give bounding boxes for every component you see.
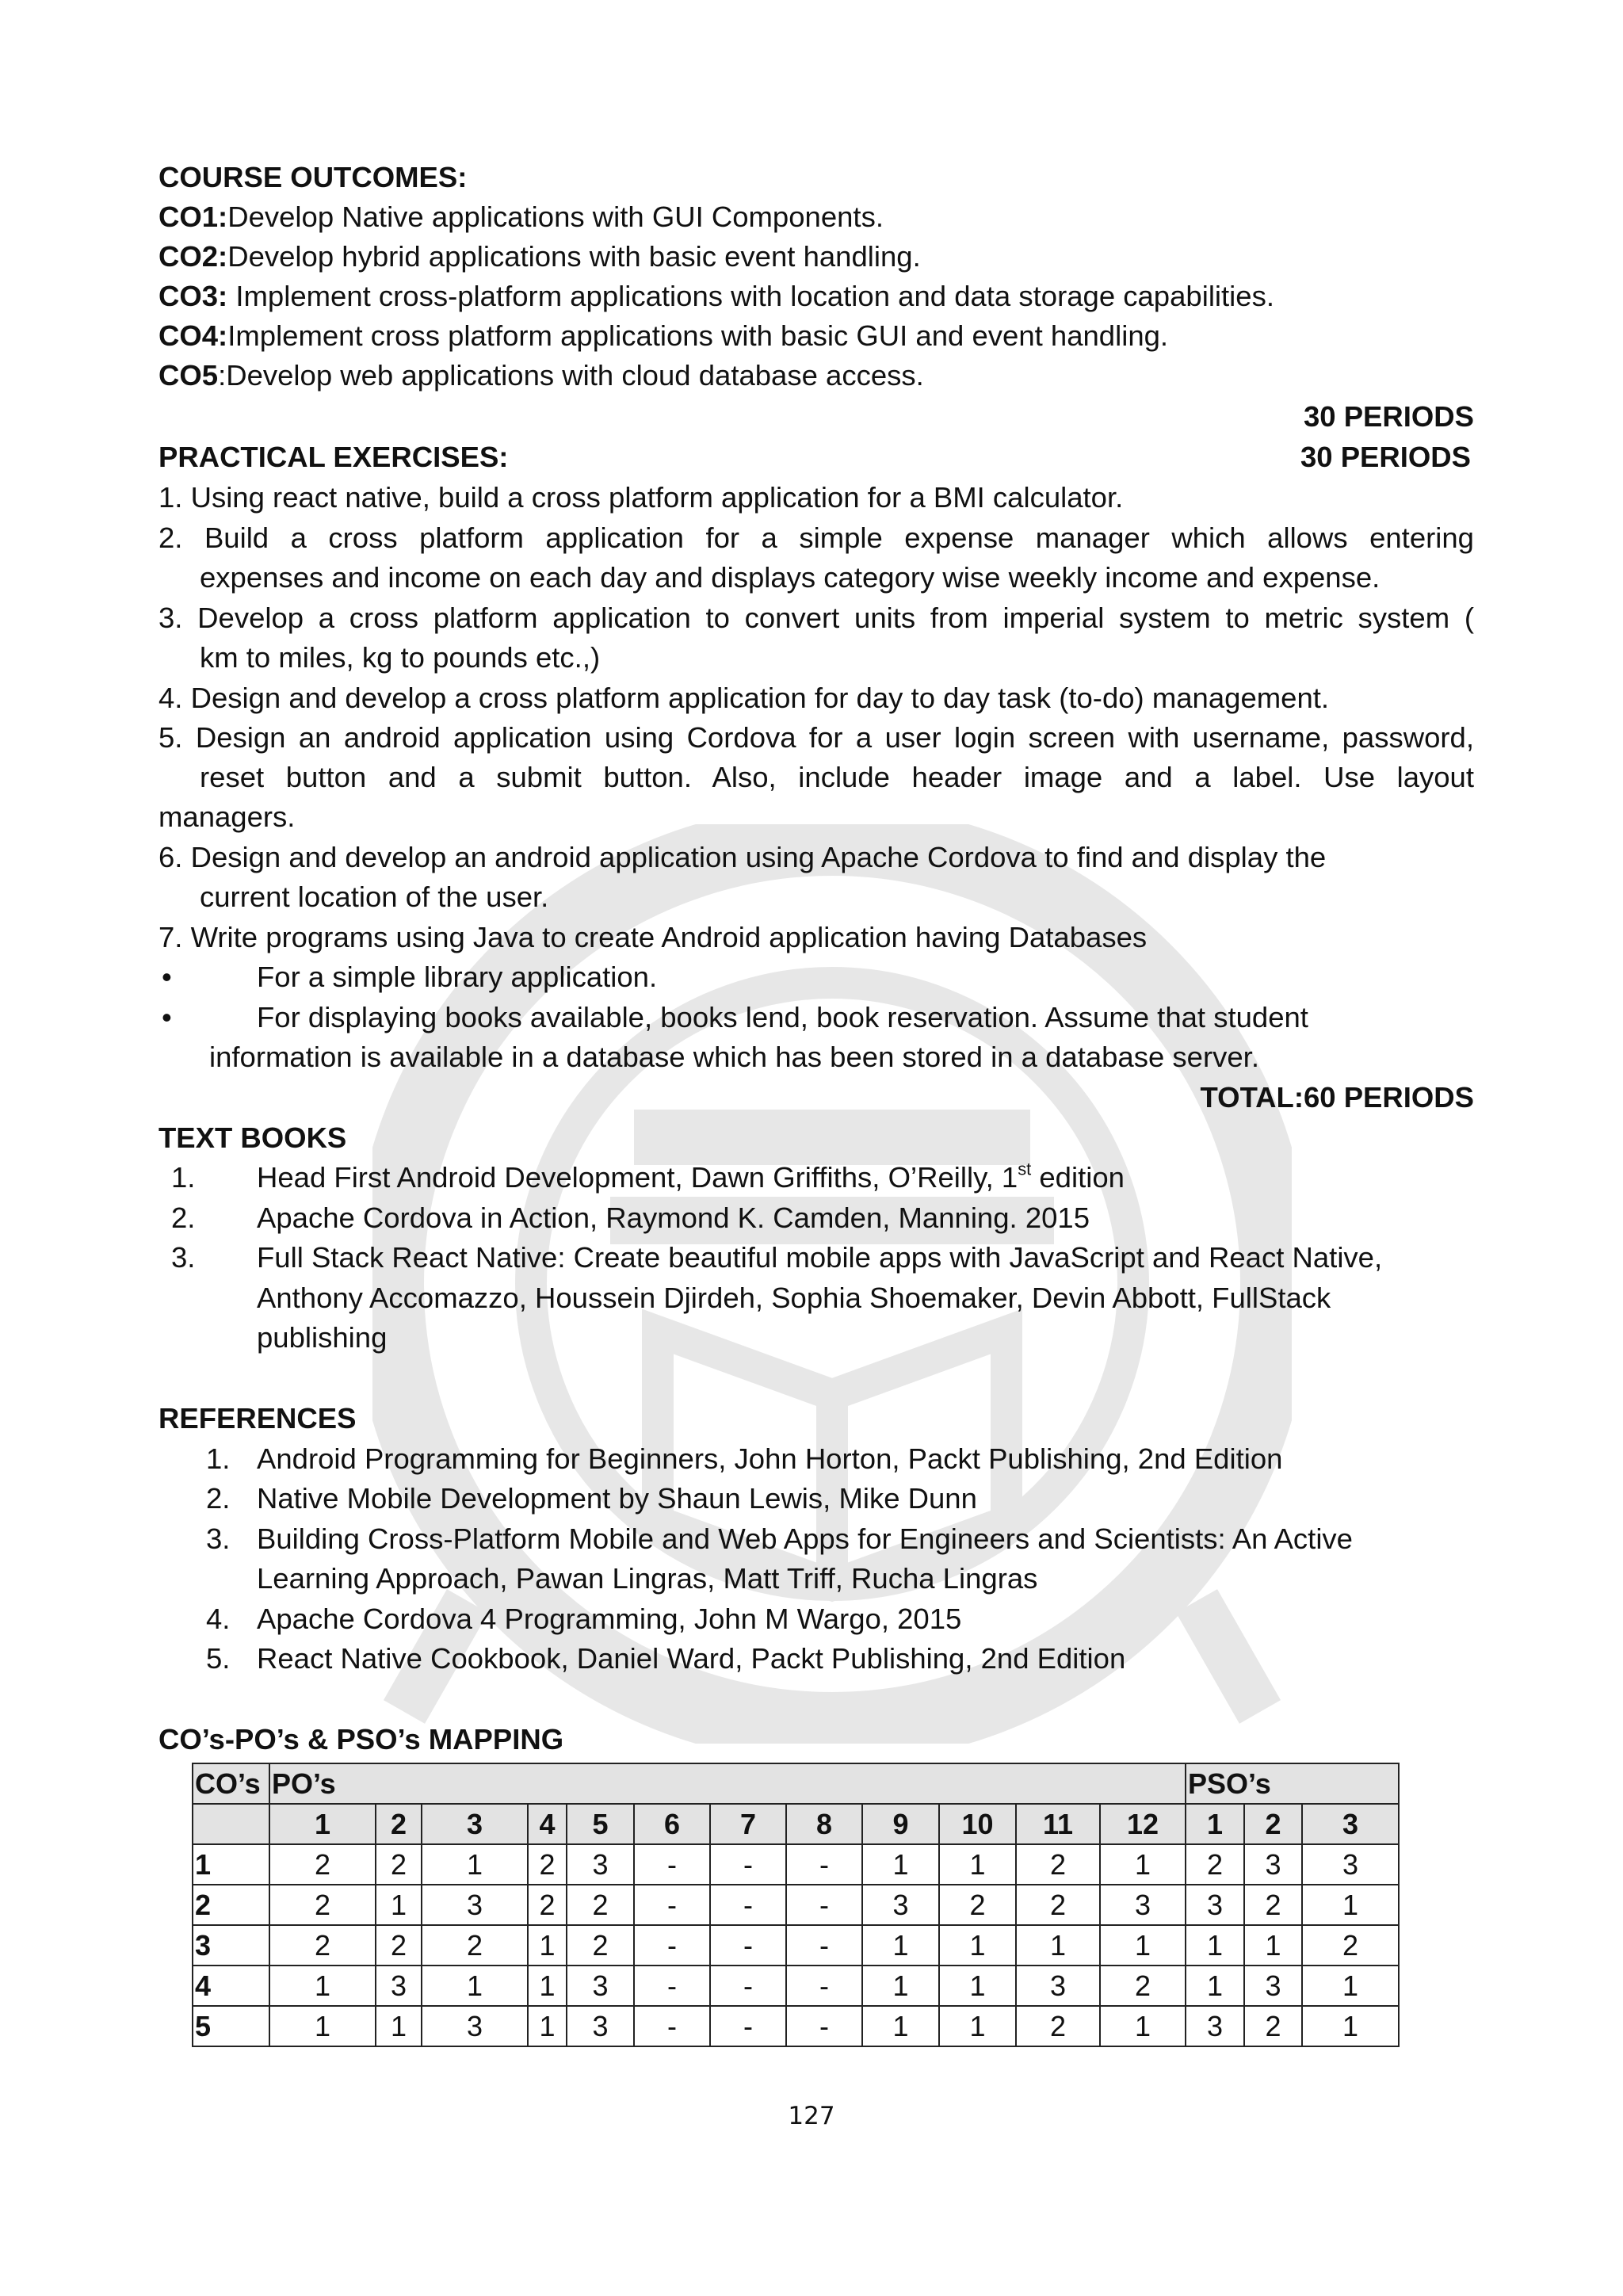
- mapping-value-cell: 1: [939, 1844, 1016, 1885]
- table-row: [193, 1925, 1399, 1966]
- co-label-cell: 1: [193, 1844, 269, 1885]
- practical-periods: 30 PERIODS: [1300, 441, 1471, 473]
- mapping-value-cell: -: [786, 1885, 862, 1925]
- mapping-value-cell: 1: [939, 1925, 1016, 1966]
- mapping-value-cell: 1: [269, 2006, 376, 2046]
- pso-number-header: 1: [1186, 1804, 1244, 1844]
- mapping-value-cell: 3: [422, 2006, 528, 2046]
- mapping-value-cell: 3: [1244, 1844, 1302, 1885]
- course-outcome-2: CO2:Develop hybrid applications with basic event handling.: [158, 240, 921, 273]
- mapping-value-cell: -: [634, 1966, 710, 2006]
- pso-number-header: 3: [1302, 1804, 1399, 1844]
- table-header-row: [193, 1763, 1399, 1804]
- bullet-icon: •: [162, 1001, 172, 1033]
- po-number-header: 4: [528, 1804, 567, 1844]
- mapping-value-cell: 1: [528, 1966, 567, 2006]
- mapping-value-cell: 1: [862, 1844, 939, 1885]
- mapping-value-cell: 2: [528, 1844, 567, 1885]
- exercise-2: 2. Build a cross platform application for a simple expense manager which allows entering: [158, 521, 1474, 554]
- mapping-value-cell: -: [710, 1925, 786, 1966]
- po-number-header: 12: [1100, 1804, 1186, 1844]
- mapping-value-cell: 3: [567, 1844, 634, 1885]
- mapping-value-cell: 2: [1016, 2006, 1100, 2046]
- mapping-value-cell: 1: [1016, 1925, 1100, 1966]
- mapping-value-cell: 1: [1302, 2006, 1399, 2046]
- mapping-value-cell: 1: [376, 2006, 422, 2046]
- table-subheader-row: [193, 1804, 1399, 1844]
- mapping-value-cell: -: [710, 2006, 786, 2046]
- mapping-value-cell: 1: [862, 1966, 939, 2006]
- course-outcome-4: CO4:Implement cross platform applications with basic GUI and event handling.: [158, 319, 1169, 352]
- mapping-value-cell: 1: [269, 1966, 376, 2006]
- mapping-value-cell: -: [634, 1885, 710, 1925]
- po-number-header: 11: [1016, 1804, 1100, 1844]
- course-outcomes-heading: COURSE OUTCOMES:: [158, 161, 468, 193]
- mapping-value-cell: 1: [1302, 1885, 1399, 1925]
- co-po-pso-mapping-table: [192, 1763, 1400, 2047]
- mapping-value-cell: 2: [939, 1885, 1016, 1925]
- theory-periods: 30 PERIODS: [1303, 400, 1474, 433]
- mapping-value-cell: 3: [1100, 1885, 1186, 1925]
- mapping-value-cell: 3: [567, 2006, 634, 2046]
- mapping-value-cell: 1: [528, 1925, 567, 1966]
- mapping-value-cell: 1: [1186, 1966, 1244, 2006]
- co-label-cell: 4: [193, 1966, 269, 2006]
- exercise-1: 1. Using react native, build a cross platform application for a BMI calculator.: [158, 481, 1124, 514]
- mapping-value-cell: 2: [1244, 2006, 1302, 2046]
- po-number-header: 3: [422, 1804, 528, 1844]
- mapping-value-cell: -: [634, 2006, 710, 2046]
- header-cos: CO’s: [193, 1763, 269, 1804]
- mapping-value-cell: 1: [1100, 1844, 1186, 1885]
- exercise-7-bullet-2-cont: information is available in a database which has been stored in a database server.: [209, 1041, 1259, 1073]
- po-number-header: 7: [710, 1804, 786, 1844]
- co-label-cell: 2: [193, 1885, 269, 1925]
- pso-number-header: 2: [1244, 1804, 1302, 1844]
- mapping-value-cell: 1: [1186, 1925, 1244, 1966]
- mapping-value-cell: -: [786, 1966, 862, 2006]
- mapping-value-cell: 1: [422, 1966, 528, 2006]
- mapping-value-cell: 2: [1016, 1885, 1100, 1925]
- mapping-value-cell: 2: [528, 1885, 567, 1925]
- mapping-value-cell: 2: [1244, 1885, 1302, 1925]
- po-number-header: 9: [862, 1804, 939, 1844]
- table-row: [193, 1844, 1399, 1885]
- exercise-5-cont2: managers.: [158, 800, 296, 833]
- page-number: 127: [788, 2102, 835, 2130]
- mapping-value-cell: -: [786, 2006, 862, 2046]
- mapping-value-cell: 2: [567, 1925, 634, 1966]
- mapping-value-cell: -: [634, 1925, 710, 1966]
- mapping-value-cell: 3: [862, 1885, 939, 1925]
- practical-exercises-heading: PRACTICAL EXERCISES: 30 PERIODS: [158, 441, 1471, 473]
- po-number-header: 5: [567, 1804, 634, 1844]
- exercise-6: 6. Design and develop an android application using Apache Cordova to find and display the: [158, 841, 1327, 873]
- mapping-value-cell: -: [710, 1885, 786, 1925]
- mapping-value-cell: 2: [1302, 1925, 1399, 1966]
- po-number-header: 6: [634, 1804, 710, 1844]
- references-heading: REFERENCES: [158, 1402, 357, 1435]
- mapping-value-cell: 2: [269, 1925, 376, 1966]
- total-periods: TOTAL:60 PERIODS: [1200, 1081, 1474, 1114]
- text-book-3-cont: Anthony Accomazzo, Houssein Djirdeh, Sophia Shoemaker, Devin Abbott, FullStack: [257, 1282, 1331, 1314]
- mapping-value-cell: 3: [376, 1966, 422, 2006]
- mapping-value-cell: 2: [422, 1925, 528, 1966]
- header-pos: PO’s: [269, 1763, 1186, 1804]
- po-number-header: 10: [939, 1804, 1016, 1844]
- bullet-icon: •: [162, 961, 172, 993]
- table-row: [193, 1885, 1399, 1925]
- exercise-6-cont: current location of the user.: [200, 881, 549, 913]
- co-label-cell: 3: [193, 1925, 269, 1966]
- course-outcome-1: CO1:Develop Native applications with GUI Components.: [158, 201, 884, 233]
- mapping-value-cell: 1: [939, 2006, 1016, 2046]
- mapping-value-cell: 3: [567, 1966, 634, 2006]
- mapping-value-cell: 2: [376, 1925, 422, 1966]
- exercise-3: 3. Develop a cross platform application to convert units from imperial system to metric system (: [158, 602, 1474, 634]
- text-book-3-cont2: publishing: [257, 1321, 388, 1354]
- mapping-value-cell: 1: [862, 2006, 939, 2046]
- co-label-cell: 5: [193, 2006, 269, 2046]
- mapping-value-cell: 1: [1244, 1925, 1302, 1966]
- mapping-value-cell: 1: [862, 1925, 939, 1966]
- mapping-value-cell: 1: [528, 2006, 567, 2046]
- exercise-4: 4. Design and develop a cross platform application for day to day task (to-do) management.: [158, 682, 1330, 714]
- po-number-header: 2: [376, 1804, 422, 1844]
- mapping-value-cell: 3: [1186, 1885, 1244, 1925]
- mapping-value-cell: -: [710, 1844, 786, 1885]
- reference-3-cont: Learning Approach, Pawan Lingras, Matt Triff, Rucha Lingras: [257, 1562, 1038, 1595]
- exercise-5: 5. Design an android application using Cordova for a user login screen with username, password,: [158, 721, 1474, 754]
- mapping-value-cell: 2: [269, 1844, 376, 1885]
- mapping-value-cell: 3: [1186, 2006, 1244, 2046]
- course-outcome-3: CO3: Implement cross-platform applications with location and data storage capabilities.: [158, 280, 1274, 312]
- course-outcome-5: CO5:Develop web applications with cloud database access.: [158, 359, 924, 392]
- mapping-value-cell: 1: [376, 1885, 422, 1925]
- mapping-value-cell: 2: [1186, 1844, 1244, 1885]
- mapping-value-cell: 2: [1100, 1966, 1186, 2006]
- mapping-value-cell: 2: [269, 1885, 376, 1925]
- mapping-value-cell: 2: [376, 1844, 422, 1885]
- exercise-7: 7. Write programs using Java to create Android application having Databases: [158, 921, 1148, 953]
- header-psos: PSO’s: [1186, 1763, 1399, 1804]
- mapping-value-cell: 3: [1016, 1966, 1100, 2006]
- mapping-value-cell: 3: [1302, 1844, 1399, 1885]
- mapping-value-cell: 2: [1016, 1844, 1100, 1885]
- table-row: [193, 1966, 1399, 2006]
- text-books-heading: TEXT BOOKS: [158, 1121, 347, 1154]
- mapping-heading: CO’s-PO’s & PSO’s MAPPING: [158, 1723, 564, 1755]
- mapping-value-cell: -: [710, 1966, 786, 2006]
- exercise-3-cont: km to miles, kg to pounds etc.,): [200, 641, 601, 674]
- blank-header-cell: [193, 1804, 269, 1844]
- mapping-value-cell: 1: [1302, 1966, 1399, 2006]
- mapping-value-cell: 1: [939, 1966, 1016, 2006]
- mapping-value-cell: -: [786, 1844, 862, 1885]
- exercise-5-cont: reset button and a submit button. Also, include header image and a label. Use layout: [200, 761, 1474, 793]
- mapping-value-cell: 1: [1100, 1925, 1186, 1966]
- po-number-header: 1: [269, 1804, 376, 1844]
- po-number-header: 8: [786, 1804, 862, 1844]
- mapping-value-cell: -: [634, 1844, 710, 1885]
- mapping-value-cell: 1: [1100, 2006, 1186, 2046]
- mapping-value-cell: 3: [422, 1885, 528, 1925]
- mapping-value-cell: 1: [422, 1844, 528, 1885]
- exercise-2-cont: expenses and income on each day and displays category wise weekly income and expense.: [200, 561, 1381, 594]
- table-row: [193, 2006, 1399, 2046]
- mapping-value-cell: 2: [567, 1885, 634, 1925]
- mapping-value-cell: 3: [1244, 1966, 1302, 2006]
- syllabus-page: COURSE OUTCOMES: CO1:Develop Native applications with GUI Components. CO2:Develop hybrid applications with basic event handling. CO3: Implement cross-platform applications with location and data storage capabilities. CO4:Implement cross platform applications with basic GUI and event handling. CO5:Develop web applications with cloud database access. 30 PERIODS PRACTICAL EXERCISES: 30 PERIODS 1. Using react native, build a cross platform application for a BMI calculator. 2. Build a cross platform application for a simple expense manager which allows entering expenses and income on each day and displays category wise weekly income and expense. 3. Develop a cross platform application to convert units from imperial system to metric system ( km to miles, kg to pounds etc.,) 4. Design and develop a cross platform application for day to day task (to-do) management. 5. Design an android application using Cordova for a user login screen with username, password, reset button and a submit button. Also, include header image and a label. Use layout managers. 6. Design and develop an android application using Apache Cordova to find and display the current location of the user. 7. Write programs using Java to create Android application having Databases • For a simple library application. • For displaying books available, books lend, book reservation. Assume that student information is available in a database which has been stored in a database server. TOTAL:60 PERIODS TEXT BOOKS 1. Head First Android Development, Dawn Griffiths, O’Reilly, 1st edition 2. Apache Cordova in Action, Raymond K. Camden, Manning. 2015 3. Full Stack React Native: Create beautiful mobile apps with JavaScript and React Native, Anthony Accomazzo, Houssein Djirdeh, Sophia Shoemaker, Devin Abbott, FullStack publishing REFERENCES 1. Android Programming for Beginners, John Horton, Packt Publishing, 2nd Edition 2. Native Mobile Development by Shaun Lewis, Mike Dunn 3. Building Cross-Platform Mobile and Web Apps for Engineers and Scientists: An Active Learning Approach, Pawan Lingras, Matt Triff, Rucha Lingras 4. Apache Cordova 4 Programming, John M Wargo, 2015 5. React Native Cookbook, Daniel Ward, Packt Publishing, 2nd Edition CO’s-PO’s & PSO’s MAPPING CO’s PO’s PSO’s 1 2 3 4 5 6 7 8 9 10 11 12 1 2 3 1 2 2 1 2 3 - - - 1 1 2 1 2 3 3 2 2 1 3 2 2 - - - 3 2 2 3 3 2 1 3 2 2 2 1 2 - - - 1 1 1 1 1 1 2 4 1 3 1 1 3 - - - 1 1 3 2 1 3 1 5 1 1 3 1 3 - - - 1 1 2 1 3 2 1 127: [0, 0, 1623, 2296]
- mapping-value-cell: -: [786, 1925, 862, 1966]
